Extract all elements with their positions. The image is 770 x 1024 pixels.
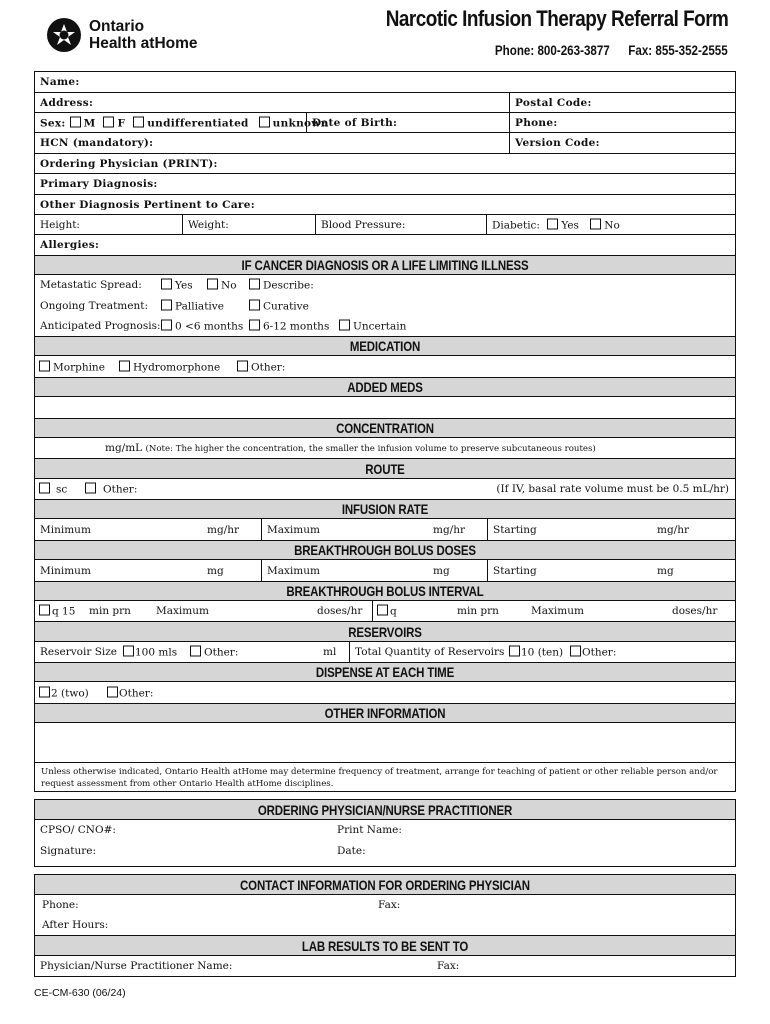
- hydromorphone-option[interactable]: [119, 360, 220, 373]
- prognosis-option-1[interactable]: [161, 320, 243, 333]
- ordering-section-header: [35, 800, 735, 820]
- reservoir-100-label: 100 mls: [135, 646, 178, 659]
- prognosis-3-checkbox[interactable]: [339, 320, 350, 331]
- dob-label: Date of Birth:: [312, 116, 398, 129]
- added-meds-section-header: [35, 377, 735, 397]
- after-hours-label: After Hours:: [42, 919, 109, 931]
- infusion-rate-title: INFUSION RATE: [341, 501, 429, 517]
- q15-label: q 15: [52, 605, 76, 618]
- org-name: [89, 18, 198, 52]
- dispense-other-checkbox[interactable]: [107, 686, 118, 697]
- name-label: Name:: [40, 76, 80, 88]
- form-code: CE-CM-630 (06/24): [34, 987, 126, 999]
- lab-row[interactable]: [35, 956, 735, 976]
- sex-undiff-checkbox[interactable]: [133, 116, 144, 127]
- lab-name-label: Physician/Nurse Practitioner Name:: [40, 960, 233, 972]
- infusion-minimum-unit: mg/hr: [207, 523, 239, 536]
- reservoirs-title: RESERVOIRS: [348, 623, 422, 640]
- address-label: Address:: [40, 96, 94, 109]
- metastatic-yes-checkbox[interactable]: [161, 279, 172, 290]
- reservoir-ten-checkbox[interactable]: [509, 646, 520, 657]
- bolus-starting-label: Starting: [493, 564, 537, 577]
- diabetic-label: Diabetic:: [492, 219, 540, 231]
- sex-unknown-label: unknown: [272, 117, 329, 129]
- hcn-label: HCN (mandatory):: [40, 137, 154, 149]
- q15-checkbox[interactable]: [39, 605, 50, 616]
- header-phone: Phone: 800-263-3877: [495, 43, 611, 58]
- signature-label: Signature:: [40, 844, 97, 857]
- curative-option[interactable]: [249, 299, 309, 312]
- weight-label: Weight:: [188, 218, 229, 231]
- q-custom-label: q: [390, 605, 397, 618]
- prognosis-2-label: 6-12 months: [263, 320, 330, 333]
- prognosis-1-label: 0 <6 months: [175, 320, 244, 333]
- prognosis-3-label: Uncertain: [353, 320, 407, 333]
- hydromorphone-label: Hydromorphone: [133, 361, 221, 373]
- metastatic-row: [35, 275, 735, 295]
- postal-code-label: Postal Code:: [515, 96, 592, 109]
- metastatic-describe-checkbox[interactable]: [249, 279, 260, 290]
- prognosis-option-2[interactable]: [249, 320, 329, 333]
- reservoirs-row: [35, 642, 735, 662]
- signature-row[interactable]: [35, 840, 735, 861]
- curative-checkbox[interactable]: [249, 299, 260, 310]
- route-other-checkbox[interactable]: [85, 483, 96, 494]
- metastatic-describe-label: Describe:: [263, 279, 314, 292]
- q15-doses-hr: doses/hr: [317, 605, 363, 617]
- concentration-unit: [105, 442, 596, 454]
- q-custom-option[interactable]: [377, 605, 397, 618]
- lab-section-header: [35, 936, 735, 956]
- header-contact: [495, 43, 728, 58]
- q-custom-maximum: Maximum: [531, 605, 584, 617]
- concentration-title: CONCENTRATION: [336, 420, 434, 436]
- bolus-doses-row: [35, 560, 735, 581]
- reservoir-size-label: Reservoir Size: [40, 646, 118, 658]
- added-meds-title: ADDED MEDS: [347, 379, 423, 395]
- q15-option[interactable]: [39, 605, 75, 618]
- contact-box: [34, 874, 736, 936]
- q15-min-prn: min prn: [89, 605, 131, 617]
- bolus-interval-section-header: [35, 581, 735, 601]
- disclaimer-line1: Unless otherwise indicated, Ontario Health atHome may determine frequency of treatment, arrange for teaching of patient or other reliable person and/or: [41, 767, 718, 777]
- sex-undiff-label: undifferentiated: [147, 117, 249, 129]
- route-other-option[interactable]: [85, 483, 137, 496]
- diabetic-yes-checkbox[interactable]: [547, 218, 558, 229]
- route-row: [35, 479, 735, 499]
- prognosis-row: [35, 316, 735, 336]
- other-info-field[interactable]: [35, 723, 735, 763]
- diabetic-no-label: No: [604, 219, 620, 231]
- route-other-label: Other:: [103, 483, 138, 496]
- reservoir-other2-label: Other:: [582, 646, 617, 659]
- reservoir-ml-unit: ml: [323, 646, 337, 658]
- prognosis-label: Anticipated Prognosis:: [40, 320, 161, 332]
- morphine-label: Morphine: [53, 361, 105, 373]
- diabetic-group: [492, 218, 620, 231]
- reservoir-other2-checkbox[interactable]: [570, 646, 581, 657]
- reservoir-other-label: Other:: [204, 646, 239, 659]
- medication-row: [35, 356, 735, 377]
- bolus-doses-section-header: [35, 540, 735, 560]
- date-label: Date:: [337, 844, 366, 857]
- vitals-row: [35, 215, 735, 235]
- org-line2: Health atHome: [89, 35, 198, 52]
- medication-other-checkbox[interactable]: [237, 360, 248, 371]
- dispense-other-option[interactable]: [107, 686, 153, 699]
- lab-title: LAB RESULTS TO BE SENT TO: [301, 937, 469, 954]
- infusion-maximum-label: Maximum: [267, 523, 320, 536]
- reservoir-total-label: Total Quantity of Reservoirs: [355, 646, 505, 658]
- bolus-interval-title: BREAKTHROUGH BOLUS INTERVAL: [286, 583, 484, 599]
- contact-title: CONTACT INFORMATION FOR ORDERING PHYSICIAN: [240, 876, 530, 893]
- curative-label: Curative: [263, 300, 309, 312]
- dispense-two-option[interactable]: [39, 686, 89, 699]
- q-custom-min-prn: min prn: [457, 605, 499, 617]
- medication-other-label: Other:: [251, 361, 286, 373]
- infusion-rate-section-header: [35, 499, 735, 519]
- lab-fax-label: Fax:: [437, 960, 460, 972]
- cancer-section-header: [35, 255, 735, 275]
- q15-maximum: Maximum: [156, 605, 209, 617]
- bolus-starting-unit: mg: [657, 564, 674, 577]
- bolus-maximum-label: Maximum: [267, 564, 320, 577]
- dispense-two-checkbox[interactable]: [39, 686, 50, 697]
- blood-pressure-label: Blood Pressure:: [321, 218, 406, 231]
- prognosis-option-3[interactable]: [339, 320, 406, 333]
- reservoir-ten-option[interactable]: [509, 646, 563, 659]
- prognosis-2-checkbox[interactable]: [249, 320, 260, 331]
- diabetic-yes-label: Yes: [561, 219, 579, 231]
- logo: [46, 17, 82, 53]
- palliative-checkbox[interactable]: [161, 299, 172, 310]
- infusion-minimum-label: Minimum: [40, 523, 91, 536]
- reservoir-other-option[interactable]: [190, 646, 238, 659]
- infusion-starting-unit: mg/hr: [657, 523, 689, 536]
- morphine-option[interactable]: [39, 360, 105, 373]
- route-sc-checkbox[interactable]: [39, 483, 50, 494]
- q-custom-doses-hr: doses/hr: [672, 605, 718, 617]
- reservoir-other2-option[interactable]: [570, 646, 616, 659]
- sex-f-label: F: [117, 117, 126, 129]
- medication-section-title: MEDICATION: [349, 338, 421, 354]
- disclaimer: [41, 766, 718, 790]
- dispense-row: [35, 682, 735, 703]
- metastatic-no-label: No: [221, 279, 237, 292]
- ordering-physician-row[interactable]: [35, 154, 735, 174]
- route-sc-label: sc: [56, 483, 68, 496]
- metastatic-describe[interactable]: [249, 279, 314, 292]
- added-meds-field[interactable]: [35, 397, 735, 418]
- reservoir-100-option[interactable]: [123, 646, 177, 659]
- medication-other-option[interactable]: [237, 360, 285, 373]
- disclaimer-line2: request assessment from other Ontario Health atHome disciplines.: [41, 779, 334, 789]
- bolus-minimum-label: Minimum: [40, 564, 91, 577]
- prognosis-1-checkbox[interactable]: [161, 320, 172, 331]
- address-row[interactable]: [35, 93, 735, 113]
- metastatic-yes-label: Yes: [175, 279, 193, 292]
- ongoing-label: Ongoing Treatment:: [40, 299, 148, 312]
- contact-section-header: [35, 875, 735, 895]
- metastatic-no[interactable]: [207, 279, 237, 292]
- other-info-section-header: [35, 703, 735, 723]
- contact-phone-row[interactable]: [35, 895, 735, 915]
- header-fax: Fax: 855-352-2555: [628, 43, 728, 58]
- contact-fax-label: Fax:: [378, 899, 401, 911]
- metastatic-label: Metastatic Spread:: [40, 279, 142, 291]
- concentration-section-header: [35, 418, 735, 438]
- contact-phone-label: Phone:: [42, 899, 79, 911]
- route-note: (If IV, basal rate volume must be 0.5 mL/hr): [496, 483, 729, 495]
- primary-diagnosis-label: Primary Diagnosis:: [40, 178, 158, 190]
- infusion-maximum-unit: mg/hr: [433, 523, 465, 536]
- ordering-physician-box: [34, 799, 736, 867]
- q-custom-checkbox[interactable]: [377, 605, 388, 616]
- reservoir-ten-label: 10 (ten): [521, 646, 564, 659]
- after-hours-row[interactable]: [35, 915, 735, 935]
- reservoirs-section-header: [35, 621, 735, 642]
- bolus-minimum-unit: mg: [207, 564, 224, 577]
- route-section-header: [35, 458, 735, 479]
- ongoing-treatment-row: [35, 295, 735, 316]
- patient-phone-label: Phone:: [515, 116, 558, 129]
- other-diagnosis-row[interactable]: [35, 195, 735, 215]
- dispense-section-header: [35, 662, 735, 682]
- concentration-note: (Note: The higher the concentration, the smaller the infusion volume to preserve subcutaneous routes): [145, 444, 596, 454]
- metastatic-yes[interactable]: [161, 279, 193, 292]
- concentration-row[interactable]: [35, 438, 735, 458]
- cancer-section-title: IF CANCER DIAGNOSIS OR A LIFE LIMITING ILLNESS: [241, 257, 529, 273]
- reservoir-other-checkbox[interactable]: [190, 646, 201, 657]
- diabetic-no-checkbox[interactable]: [590, 218, 601, 229]
- bolus-interval-row: [35, 601, 735, 621]
- sex-row: [35, 113, 735, 133]
- infusion-starting-label: Starting: [493, 523, 537, 536]
- dispense-title: DISPENSE AT EACH TIME: [315, 664, 455, 680]
- medication-section-header: [35, 336, 735, 356]
- org-line1: Ontario: [89, 18, 145, 35]
- sex-label: [40, 116, 329, 129]
- bolus-maximum-unit: mg: [433, 564, 450, 577]
- other-diagnosis-label: Other Diagnosis Pertinent to Care:: [40, 198, 255, 211]
- ordering-title: ORDERING PHYSICIAN/NURSE PRACTITIONER: [257, 801, 513, 818]
- sex-unknown-checkbox[interactable]: [259, 116, 270, 127]
- sex-m-label: M: [83, 117, 96, 129]
- dispense-two-label: 2 (two): [51, 687, 89, 699]
- version-code-label: Version Code:: [515, 137, 600, 149]
- sex-f-checkbox[interactable]: [103, 116, 114, 127]
- route-sc-option[interactable]: [39, 483, 67, 496]
- other-info-title: OTHER INFORMATION: [324, 705, 446, 721]
- reservoir-100-checkbox[interactable]: [123, 646, 134, 657]
- dispense-other-label: Other:: [119, 687, 154, 699]
- metastatic-no-checkbox[interactable]: [207, 279, 218, 290]
- allergies-label: Allergies:: [40, 239, 100, 251]
- palliative-label: Palliative: [175, 300, 224, 312]
- ordering-physician-label: Ordering Physician (PRINT):: [40, 157, 218, 170]
- concentration-unit-label: mg/mL: [105, 442, 143, 454]
- hcn-row[interactable]: [35, 133, 735, 154]
- morphine-checkbox[interactable]: [39, 360, 50, 371]
- print-name-label: Print Name:: [337, 824, 402, 836]
- hydromorphone-checkbox[interactable]: [119, 360, 130, 371]
- lab-results-box: [34, 935, 736, 977]
- height-label: Height:: [40, 218, 80, 231]
- bolus-doses-title: BREAKTHROUGH BOLUS DOSES: [294, 542, 476, 558]
- ontario-trillium-icon: [46, 17, 82, 53]
- sex-m-checkbox[interactable]: [70, 116, 81, 127]
- palliative-option[interactable]: [161, 299, 224, 312]
- allergies-row[interactable]: [35, 235, 735, 255]
- name-row[interactable]: [35, 72, 735, 93]
- cpso-row[interactable]: [35, 820, 735, 840]
- infusion-rate-row: [35, 519, 735, 540]
- route-title: ROUTE: [365, 460, 405, 477]
- primary-diagnosis-row[interactable]: [35, 174, 735, 195]
- cpso-label: CPSO/ CNO#:: [40, 824, 116, 836]
- sex-text: Sex:: [40, 117, 66, 129]
- form-title: Narcotic Infusion Therapy Referral Form: [385, 6, 728, 31]
- referral-form: [34, 71, 736, 792]
